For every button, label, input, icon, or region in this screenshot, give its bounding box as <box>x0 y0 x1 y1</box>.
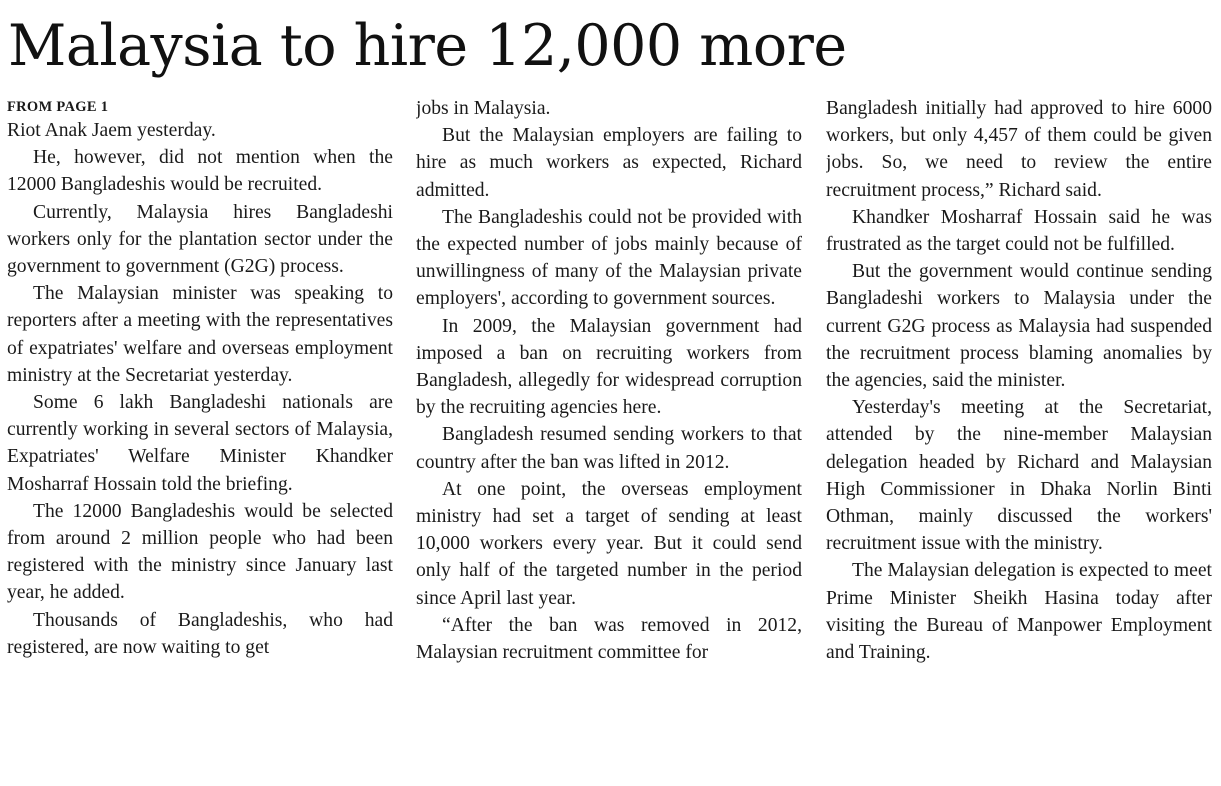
paragraph: The 12000 Bangladeshis would be selected from around 2 million people who had been registered with the ministry since January last year, he added. <box>7 500 393 604</box>
headline: Malaysia to hire 12,000 more <box>8 13 847 79</box>
paragraph: Yesterday's meeting at the Secretariat, attended by the nine-member Malaysian delegation headed by Richard and Malaysian High Commissioner in Dhaka Norlin Binti Othman, mainly discussed the workers' recruitment issue with the ministry. <box>826 397 1212 555</box>
jump-label: FROM PAGE 1 <box>7 99 109 115</box>
paragraph: But the government would continue sending Bangladeshi workers to Malaysia under the current G2G process as Malaysia had suspended the recruitment process blaming anomalies by the agencies, said the minister. <box>826 261 1212 392</box>
paragraph: Some 6 lakh Bangladeshi nationals are currently working in several sectors of Malaysia, Expatriates' Welfare Minister Khandker Mosharraf Hossain told the briefing. <box>7 392 393 495</box>
paragraph: In 2009, the Malaysian government had imposed a ban on recruiting workers from Bangladesh, allegedly for widespread corruption by the recruiting agencies here. <box>416 315 802 419</box>
paragraph: The Malaysian minister was speaking to reporters after a meeting with the representatives of expatriates' welfare and overseas employment ministry at the Secretariat yesterday. <box>7 283 393 386</box>
paragraph: Riot Anak Jaem yesterday. <box>7 120 216 141</box>
paragraph: Khandker Mosharraf Hossain said he was frustrated as the target could not be fulfilled. <box>826 206 1212 256</box>
article-column-3 <box>826 95 1212 786</box>
paragraph: Currently, Malaysia hires Bangladeshi workers only for the plantation sector under the government to government (G2G) process. <box>7 201 393 278</box>
paragraph: jobs in Malaysia. <box>416 98 551 119</box>
paragraph: Bangladesh initially had approved to hire 6000 workers, but only 4,457 of them could be given jobs. So, we need to review the entire recruitment process,” Richard said. <box>826 98 1212 201</box>
article-column-1 <box>7 95 393 786</box>
article-column-2 <box>416 95 802 786</box>
paragraph: Thousands of Bangladeshis, who had registered, are now waiting to get <box>7 609 393 658</box>
paragraph: Bangladesh resumed sending workers to that country after the ban was lifted in 2012. <box>416 424 802 473</box>
paragraph: The Malaysian delegation is expected to meet Prime Minister Sheikh Hasina today after visiting the Bureau of Manpower Employment and Training. <box>826 560 1212 664</box>
paragraph: But the Malaysian employers are failing to hire as much workers as expected, Richard admitted. <box>416 125 802 201</box>
paragraph: He, however, did not mention when the 12000 Bangladeshis would be recruited. <box>7 147 393 196</box>
paragraph: “After the ban was removed in 2012, Malaysian recruitment committee for <box>416 614 802 664</box>
paragraph: The Bangladeshis could not be provided with the expected number of jobs mainly because of unwillingness of many of the Malaysian private employers', according to government sources. <box>416 206 802 310</box>
paragraph: At one point, the overseas employment ministry had set a target of sending at least 10,000 workers every year. But it could send only half of the targeted number in the period since April last year. <box>416 478 802 609</box>
